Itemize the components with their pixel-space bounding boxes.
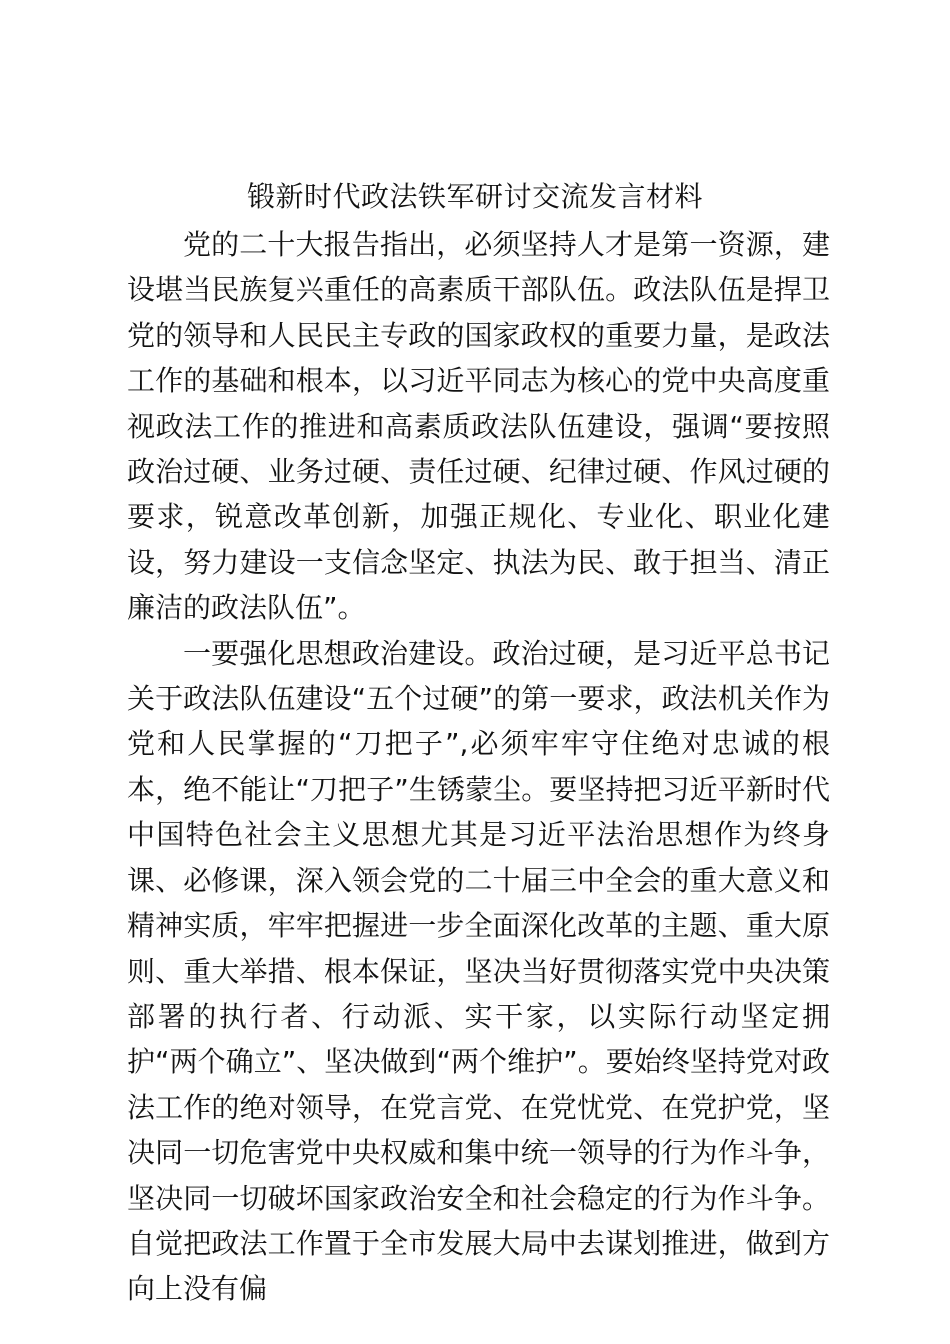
document-body bbox=[127, 222, 830, 1312]
paragraph-political-building: 一要强化思想政治建设。政治过硬，是习近平总书记关于政法队伍建设“五个过硬”的第一要求，政法机关作为党和人民掌握的“刀把子”,必须牢牢守住绝对忠诚的根本，绝不能让“刀把子”生锈蒙尘。要坚持把习近平新时代中国特色社会主义思想尤其是习近平法治思想作为终身课、必修课，深入领会党的二十届三中全会的重大意义和精神实质，牢牢把握进一步全面深化改革的主题、重大原则、重大举措、根本保证，坚决当好贯彻落实党中央决策部署的执行者、行动派、实干家，以实际行动坚定拥护“两个确立”、坚决做到“两个维护”。要始终坚持党对政法工作的绝对领导，在党言党、在党忧党、在党护党，坚决同一切危害党中央权威和集中统一领导的行为作斗争，坚决同一切破坏国家政治安全和社会稳定的行为作斗争。自觉把政法工作置于全市发展大局中去谋划推进，做到方向上没有偏 bbox=[127, 636, 830, 1306]
document-title: 锻新时代政法铁军研讨交流发言材料 bbox=[246, 180, 703, 213]
paragraph-intro: 党的二十大报告指出，必须坚持人才是第一资源，建设堪当民族复兴重任的高素质干部队伍。政法队伍是捍卫党的领导和人民民主专政的国家政权的重要力量，是政法工作的基础和根本，以习近平同志为核心的党中央高度重视政法工作的推进和高素质政法队伍建设，强调“要按照政治过硬、业务过硬、责任过硬、纪律过硬、作风过硬的要求，锐意改革创新，加强正规化、专业化、职业化建设，努力建设一支信念坚定、执法为民、敢于担当、清正廉洁的政法队伍”。 bbox=[127, 228, 830, 625]
